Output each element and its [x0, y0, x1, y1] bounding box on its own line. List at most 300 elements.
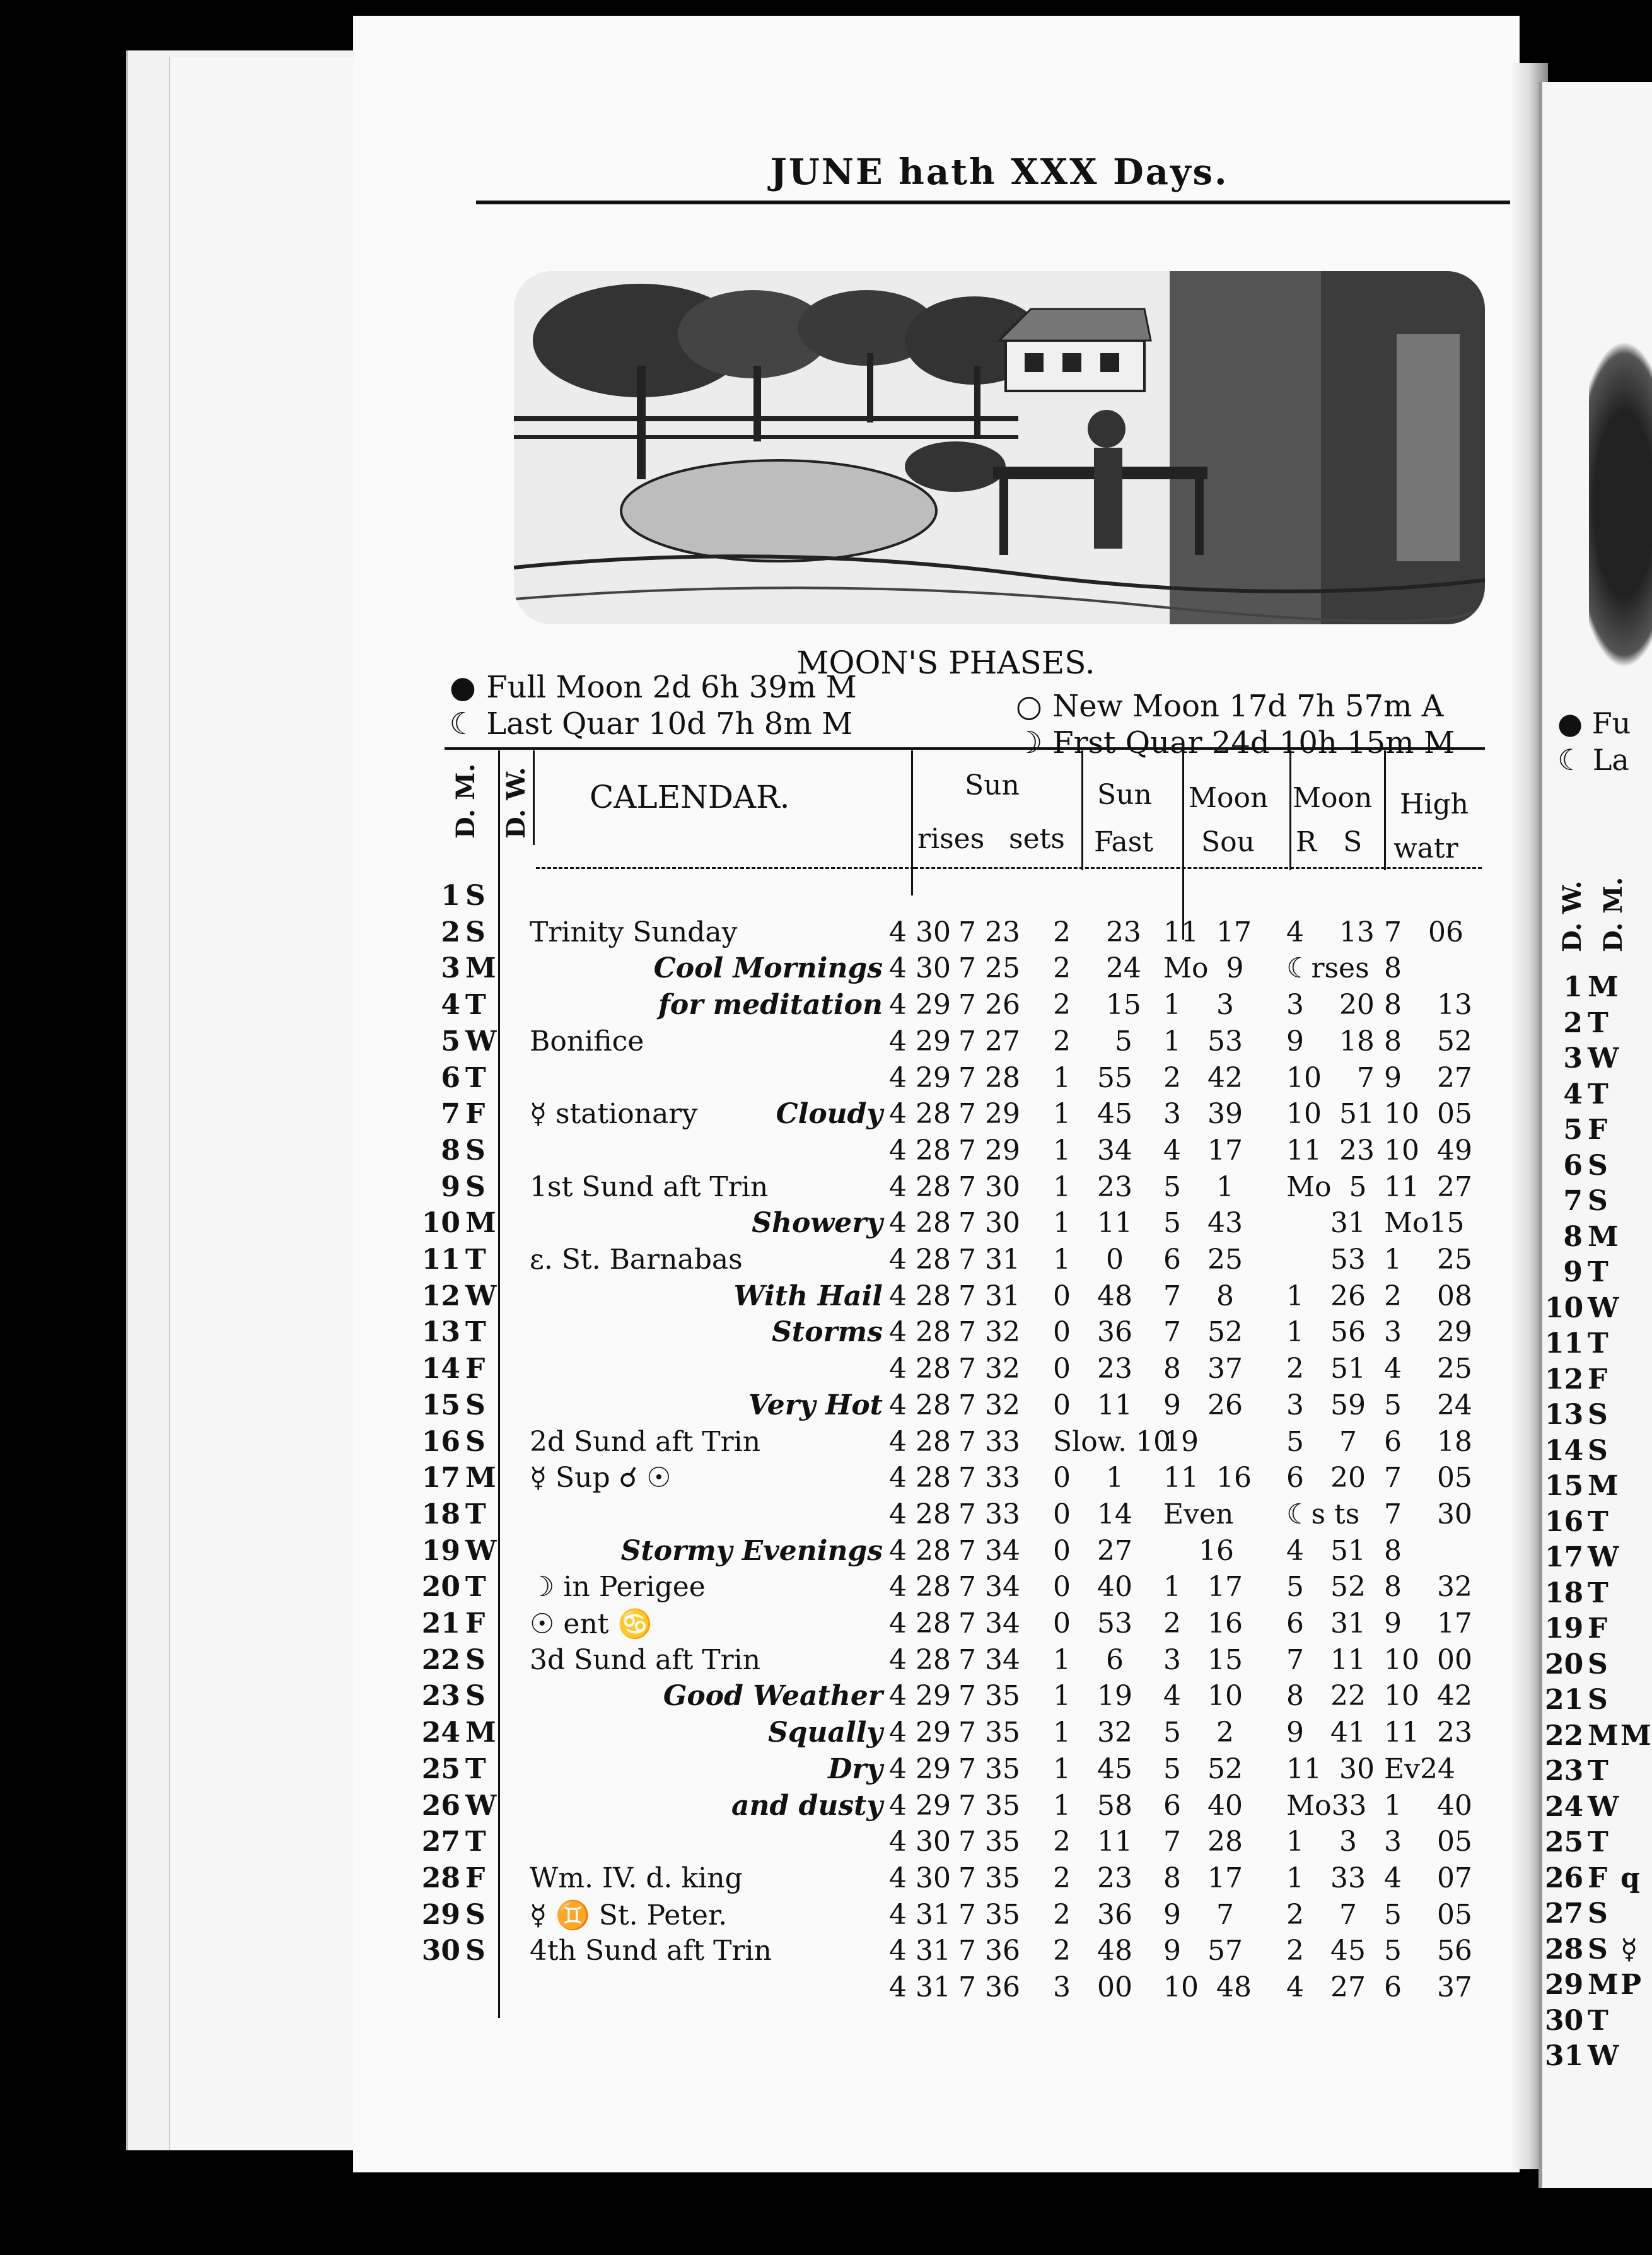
moon-south: 1 17: [1163, 1571, 1243, 1604]
high-water: 9 17: [1384, 1607, 1472, 1640]
sun-rises: 4 28: [889, 1134, 951, 1167]
day-of-week: T: [1588, 2004, 1608, 2037]
header-moon-sou: Moon: [1189, 782, 1269, 814]
sun-fast: 0 36: [1053, 1316, 1132, 1349]
moon-south: 4 17: [1163, 1134, 1243, 1167]
sun-rises: 4 31: [889, 1971, 951, 2003]
moon-south: Even: [1163, 1498, 1234, 1530]
day-number: 6: [1563, 1149, 1583, 1182]
phase-full-moon: [449, 670, 857, 705]
facing-row: [1545, 1755, 1652, 1792]
moon-rise-set: 11 30: [1286, 1752, 1375, 1785]
day-number: 23: [421, 1680, 460, 1713]
day-of-week: T: [465, 1826, 486, 1858]
day-number: 17: [1545, 1541, 1584, 1573]
sun-sets: 7 34: [958, 1534, 1020, 1567]
calendar-row: [410, 1571, 1494, 1609]
moon-south: 6 25: [1163, 1244, 1243, 1276]
facing-fragment: q: [1620, 1862, 1640, 1894]
facing-row: [1545, 1292, 1652, 1329]
phase-text: New Moon 17d 7h 57m A: [1052, 689, 1444, 724]
calendar-top-rule: [445, 747, 1485, 750]
sun-fast: 1 45: [1053, 1752, 1132, 1785]
moon-south: 8 37: [1163, 1353, 1243, 1385]
moon-south: 4 10: [1163, 1680, 1243, 1713]
moon-rise-set: 1 3: [1286, 1826, 1357, 1858]
sun-sets: 7 33: [958, 1498, 1020, 1530]
day-number: 8: [1563, 1220, 1583, 1253]
facing-row: [1545, 2005, 1652, 2041]
day-number: 27: [1545, 1897, 1584, 1930]
facing-row: [1545, 1933, 1652, 1970]
sun-sets: 7 26: [958, 989, 1020, 1022]
calendar-event: ɛ. St. Barnabas: [530, 1244, 743, 1276]
high-water: 9 27: [1384, 1061, 1472, 1094]
day-of-week: F: [465, 1862, 486, 1894]
day-of-week: S: [465, 1425, 486, 1458]
facing-fragment: ☿: [1620, 1933, 1638, 1966]
day-of-week: S: [1588, 1434, 1608, 1467]
day-number: 19: [1545, 1612, 1584, 1645]
moon-south: 5 43: [1163, 1207, 1243, 1240]
moon-south: 19: [1163, 1425, 1199, 1458]
day-of-week: M: [1588, 1220, 1619, 1253]
day-number: 11: [1545, 1327, 1584, 1360]
day-number: 21: [421, 1607, 460, 1640]
moon-south: 8 17: [1163, 1862, 1243, 1894]
sun-rises: 4 28: [889, 1244, 951, 1276]
day-of-week: T: [1588, 1327, 1608, 1360]
day-of-week: F: [465, 1098, 486, 1131]
calendar-event: Wm. IV. d. king: [530, 1862, 743, 1894]
sun-rises: 4 28: [889, 1389, 951, 1421]
calendar-row: [410, 1935, 1494, 1972]
day-of-week: S: [1588, 1897, 1608, 1930]
facing-row: [1545, 1114, 1652, 1150]
facing-fragment: M: [1620, 1719, 1651, 1752]
weather-note: Very Hot: [748, 1389, 883, 1421]
sun-sets: 7 36: [958, 1935, 1020, 1967]
day-number: 30: [1545, 2004, 1584, 2037]
weather-note: Cloudy: [776, 1098, 883, 1131]
day-number: 18: [1545, 1576, 1584, 1609]
sun-rises: 4 28: [889, 1353, 951, 1385]
sun-fast: 0 1: [1053, 1462, 1124, 1495]
sun-rises: 4 29: [889, 1680, 951, 1713]
day-number: 7: [441, 1098, 460, 1131]
sun-rises: 4 28: [889, 1571, 951, 1604]
calendar-row: [410, 1826, 1494, 1863]
sun-rises: 4 28: [889, 1462, 951, 1495]
moon-south: 3 15: [1163, 1643, 1243, 1676]
day-of-week: S: [465, 916, 486, 948]
background-page-edge: [169, 57, 359, 2150]
day-number: 16: [1545, 1505, 1584, 1538]
sun-sets: 7 29: [958, 1098, 1020, 1131]
sun-rises: 4 31: [889, 1898, 951, 1931]
high-water: 8 32: [1384, 1571, 1472, 1604]
day-of-week: S: [465, 1935, 486, 1967]
facing-row: [1545, 1791, 1652, 1827]
day-number: 12: [421, 1279, 460, 1312]
moon-south: 5 1: [1163, 1170, 1234, 1203]
calendar-row: [410, 1207, 1494, 1245]
sun-sets: 7 32: [958, 1389, 1020, 1421]
day-of-week: M: [1588, 971, 1619, 1003]
last-quarter-icon: ☾: [1557, 743, 1584, 777]
high-water: Mo15: [1384, 1207, 1465, 1240]
day-number: 26: [1545, 1862, 1584, 1894]
calendar-row: [410, 1062, 1494, 1100]
day-number: 10: [421, 1207, 460, 1240]
facing-row: [1545, 1256, 1652, 1293]
sun-rises: 4 28: [889, 1534, 951, 1567]
day-number: 4: [1563, 1078, 1583, 1110]
day-of-week: S: [465, 1898, 486, 1931]
calendar-event: ☽ in Perigee: [530, 1571, 706, 1604]
day-number: 6: [441, 1061, 460, 1094]
moon-south: 9 57: [1163, 1935, 1243, 1967]
day-of-week: W: [1588, 1541, 1619, 1573]
sun-sets: 7 30: [958, 1170, 1020, 1203]
facing-woodcut: [1589, 341, 1652, 668]
facing-row: [1545, 971, 1652, 1008]
day-number: 25: [1545, 1826, 1584, 1858]
day-number: 28: [421, 1862, 460, 1894]
high-water: 10 00: [1384, 1643, 1472, 1676]
column-divider: [533, 750, 535, 845]
sun-fast: 2 15: [1053, 989, 1141, 1022]
sun-sets: 7 35: [958, 1862, 1020, 1894]
day-number: 22: [421, 1643, 460, 1676]
day-number: 8: [441, 1134, 460, 1167]
column-divider: [1289, 750, 1291, 870]
weather-note: Showery: [752, 1207, 883, 1240]
calendar-event: ☿ ♊ St. Peter.: [530, 1899, 728, 1932]
weather-note: Stormy Evenings: [620, 1534, 883, 1567]
day-of-week: T: [465, 1061, 486, 1094]
weather-note: Good Weather: [663, 1680, 883, 1713]
high-water: 8 13: [1384, 989, 1472, 1022]
day-number: 14: [421, 1353, 460, 1385]
day-of-week: S: [1588, 1399, 1608, 1431]
day-of-week: F: [1588, 1862, 1608, 1894]
sun-fast: 0 23: [1053, 1353, 1132, 1385]
day-number: 27: [421, 1826, 460, 1858]
facing-row: [1545, 1078, 1652, 1115]
high-water: 3 05: [1384, 1826, 1472, 1858]
moon-rise-set: 1 56: [1286, 1316, 1366, 1349]
sun-fast: 1 23: [1053, 1170, 1132, 1203]
calendar-row: [410, 1353, 1494, 1390]
sun-sets: 7 33: [958, 1462, 1020, 1495]
day-number: 2: [1563, 1006, 1583, 1039]
column-divider: [1384, 750, 1386, 870]
high-water: 11 27: [1384, 1170, 1472, 1203]
moon-rise-set: 4 27: [1286, 1971, 1366, 2003]
calendar-event: Trinity Sunday: [530, 916, 738, 948]
phase-text: Fu: [1591, 706, 1631, 740]
sun-sets: 7 35: [958, 1898, 1020, 1931]
sun-rises: 4 28: [889, 1498, 951, 1530]
day-number: 10: [1545, 1291, 1584, 1324]
header-calendar: CALENDAR.: [590, 779, 790, 815]
sun-rises: 4 30: [889, 1826, 951, 1858]
moon-rise-set: 5 52: [1286, 1571, 1366, 1604]
sun-sets: 7 32: [958, 1353, 1020, 1385]
calendar-row: [410, 1025, 1494, 1063]
moon-rise-set: 11 23: [1286, 1134, 1375, 1167]
calendar-row: [410, 1753, 1494, 1791]
sun-fast: 1 55: [1053, 1061, 1132, 1094]
header-rs: R S: [1296, 826, 1363, 858]
day-of-week: F: [1588, 1114, 1608, 1146]
sun-fast: 0 14: [1053, 1498, 1132, 1530]
day-of-week: M: [1588, 1719, 1619, 1752]
calendar-row: [410, 916, 1494, 954]
high-water: 8: [1384, 952, 1402, 985]
facing-row: [1545, 1684, 1652, 1720]
calendar-row: [410, 1790, 1494, 1827]
header-rises: rises: [917, 823, 985, 855]
full-moon-icon: ●: [450, 670, 476, 705]
moon-south: 16: [1163, 1534, 1234, 1567]
last-quarter-icon: ☾: [449, 706, 477, 742]
facing-header-dm: D. M.: [1598, 877, 1628, 952]
calendar-row: [410, 989, 1494, 1027]
high-water: 7 30: [1384, 1498, 1472, 1530]
day-number: 1: [441, 880, 460, 912]
sun-sets: 7 35: [958, 1752, 1020, 1785]
day-number: 29: [1545, 1969, 1584, 2001]
day-of-week: T: [1588, 1078, 1608, 1110]
moon-south: 11 16: [1163, 1462, 1252, 1495]
day-of-week: T: [465, 1752, 486, 1785]
day-of-week: W: [465, 1534, 497, 1567]
day-of-week: S: [465, 1680, 486, 1713]
sun-fast: 0 40: [1053, 1571, 1132, 1604]
day-of-week: M: [465, 1716, 496, 1749]
header-moon-rs: Moon: [1293, 782, 1373, 814]
sun-sets: 7 35: [958, 1826, 1020, 1858]
moon-rise-set: ☾s ts: [1286, 1498, 1360, 1530]
day-of-week: T: [465, 1244, 486, 1276]
moon-rise-set: 1 33: [1286, 1862, 1366, 1894]
day-of-week: M: [1588, 1470, 1619, 1502]
sun-sets: 7 23: [958, 916, 1020, 948]
calendar-row: [410, 1244, 1494, 1281]
new-moon-icon: ○: [1016, 689, 1042, 724]
moon-rise-set: 7 11: [1286, 1643, 1366, 1676]
facing-fragment: P: [1620, 1969, 1642, 2001]
header-rule: [476, 201, 1510, 204]
sun-fast: 0 27: [1053, 1534, 1132, 1567]
weather-note: With Hail: [733, 1279, 883, 1312]
sun-sets: 7 31: [958, 1244, 1020, 1276]
moon-rise-set: 3 59: [1286, 1389, 1366, 1421]
moon-south: 3 39: [1163, 1098, 1243, 1131]
calendar-event: 2d Sund aft Trin: [530, 1425, 761, 1458]
moon-south: 9 7: [1163, 1898, 1234, 1931]
day-of-week: F: [1588, 1363, 1608, 1396]
day-of-week: W: [1588, 1790, 1619, 1823]
day-of-week: T: [1588, 1006, 1608, 1039]
facing-row: [1545, 2040, 1652, 2077]
sun-rises: 4 28: [889, 1643, 951, 1676]
sun-sets: 7 35: [958, 1716, 1020, 1749]
moon-south: 1 3: [1163, 989, 1234, 1022]
header-day-of-week: D. W.: [501, 767, 531, 839]
header-sun-fast: Sun: [1097, 779, 1152, 811]
moon-south: 9 26: [1163, 1389, 1243, 1421]
moon-rise-set: 4 51: [1286, 1534, 1366, 1567]
day-of-week: T: [465, 1316, 486, 1349]
day-of-week: F: [465, 1607, 486, 1640]
day-of-week: T: [465, 1498, 486, 1530]
calendar-event: ☉ ent ♋: [530, 1608, 653, 1640]
moon-rise-set: 53: [1286, 1244, 1366, 1276]
moon-south: Mo 9: [1163, 952, 1244, 985]
day-of-week: T: [465, 1571, 486, 1604]
high-water: 4 25: [1384, 1353, 1472, 1385]
calendar-row: [410, 1535, 1494, 1573]
moon-rise-set: 6 20: [1286, 1462, 1366, 1495]
calendar-row: [410, 1462, 1494, 1500]
weather-note: Dry: [828, 1752, 883, 1785]
sun-fast: 0 53: [1053, 1607, 1132, 1640]
moon-rise-set: 2 7: [1286, 1898, 1357, 1931]
sun-sets: 7 30: [958, 1207, 1020, 1240]
sun-rises: 4 29: [889, 1061, 951, 1094]
facing-row: [1545, 1150, 1652, 1186]
calendar-event: ☿ Sup ☌ ☉: [530, 1462, 672, 1495]
sun-sets: 7 32: [958, 1316, 1020, 1349]
sun-fast: 1 34: [1053, 1134, 1132, 1167]
phase-new-moon: [1015, 689, 1443, 724]
day-number: 14: [1545, 1434, 1584, 1467]
column-divider: [911, 750, 913, 895]
day-of-week: S: [1588, 1684, 1608, 1716]
sun-rises: 4 31: [889, 1935, 951, 1967]
sun-rises: 4 29: [889, 1789, 951, 1822]
weather-note: Cool Mornings: [653, 952, 883, 985]
sun-fast: 2 24: [1053, 952, 1141, 985]
high-water: 8 52: [1384, 1025, 1472, 1058]
day-of-week: W: [1588, 1042, 1619, 1075]
high-water: 5 24: [1384, 1389, 1472, 1421]
day-number: 25: [421, 1752, 460, 1785]
day-number: 28: [1545, 1933, 1584, 1966]
day-number: 2: [441, 916, 460, 948]
sun-fast: 1 32: [1053, 1716, 1132, 1749]
moon-rise-set: Mo 5: [1286, 1170, 1367, 1203]
calendar-row: [410, 952, 1494, 990]
facing-header-dw: D. W.: [1557, 880, 1587, 952]
day-number: 29: [421, 1898, 460, 1931]
moon-south: 7 8: [1163, 1279, 1234, 1312]
calendar-event: ☿ stationary: [530, 1098, 698, 1131]
sun-sets: 7 25: [958, 952, 1020, 985]
day-number: 15: [1545, 1470, 1584, 1502]
high-water: 6 37: [1384, 1971, 1472, 2003]
header-high: High: [1400, 788, 1469, 820]
day-number: 18: [421, 1498, 460, 1530]
day-number: 1: [1563, 971, 1583, 1003]
day-of-week: F: [465, 1353, 486, 1385]
calendar-row: [410, 1389, 1494, 1427]
day-of-week: W: [1588, 2040, 1619, 2072]
day-of-week: S: [465, 1643, 486, 1676]
sun-sets: 7 27: [958, 1025, 1020, 1058]
moon-south: 2 42: [1163, 1061, 1243, 1094]
calendar-sub-rule: [914, 867, 1482, 869]
sun-rises: 4 29: [889, 1025, 951, 1058]
day-of-week: S: [465, 1170, 486, 1203]
high-water: 6 18: [1384, 1425, 1472, 1458]
moon-rise-set: ☾rses: [1286, 952, 1370, 985]
header-sou: Sou: [1201, 826, 1255, 858]
calendar-row: [410, 1098, 1494, 1136]
sun-fast: 1 0: [1053, 1244, 1124, 1276]
sun-sets: 7 28: [958, 1061, 1020, 1094]
header-sun: Sun: [965, 769, 1020, 801]
sun-fast: 2 5: [1053, 1025, 1132, 1058]
sun-rises: 4 28: [889, 1170, 951, 1203]
high-water: 5 05: [1384, 1898, 1472, 1931]
moon-south: 7 28: [1163, 1826, 1243, 1858]
facing-row: [1545, 1007, 1652, 1044]
day-number: 3: [441, 952, 460, 985]
day-number: 22: [1545, 1719, 1584, 1752]
high-water: 10 49: [1384, 1134, 1472, 1167]
day-of-week: T: [1588, 1576, 1608, 1609]
sun-fast: 2 11: [1053, 1826, 1132, 1858]
day-number: 20: [1545, 1648, 1584, 1681]
day-of-week: M: [465, 952, 496, 985]
moon-rise-set: Mo33: [1286, 1789, 1367, 1822]
moon-south: 5 52: [1163, 1752, 1243, 1785]
facing-row: [1545, 1897, 1652, 1934]
calendar-event: 3d Sund aft Trin: [530, 1643, 761, 1676]
header-watr: watr: [1393, 832, 1458, 865]
day-number: 26: [421, 1789, 460, 1822]
phase-text: Full Moon 2d 6h 39m M: [486, 670, 857, 705]
calendar-row: [410, 880, 1494, 918]
moon-rise-set: 10 7: [1286, 1061, 1375, 1094]
high-water: 8: [1384, 1534, 1402, 1567]
facing-row: [1545, 1363, 1652, 1400]
calendar-sub-rule: [536, 867, 914, 869]
calendar-row: [410, 1426, 1494, 1464]
high-water: 10 42: [1384, 1680, 1472, 1713]
facing-row: [1545, 1042, 1652, 1079]
moon-south: 5 2: [1163, 1716, 1234, 1749]
moon-rise-set: 6 31: [1286, 1607, 1366, 1640]
calendar-row: [410, 1171, 1494, 1209]
sun-fast: 2 36: [1053, 1898, 1132, 1931]
facing-row: [1545, 1327, 1652, 1364]
facing-row: [1545, 1969, 1652, 2005]
high-water: 2 08: [1384, 1279, 1472, 1312]
day-number: 7: [1563, 1185, 1583, 1217]
sun-rises: 4 29: [889, 1752, 951, 1785]
day-of-week: W: [465, 1025, 497, 1058]
day-number: 13: [1545, 1399, 1584, 1431]
facing-row: [1545, 1577, 1652, 1614]
day-of-week: S: [1588, 1648, 1608, 1681]
moon-south: 10 48: [1163, 1971, 1252, 2003]
day-number: 9: [441, 1170, 460, 1203]
